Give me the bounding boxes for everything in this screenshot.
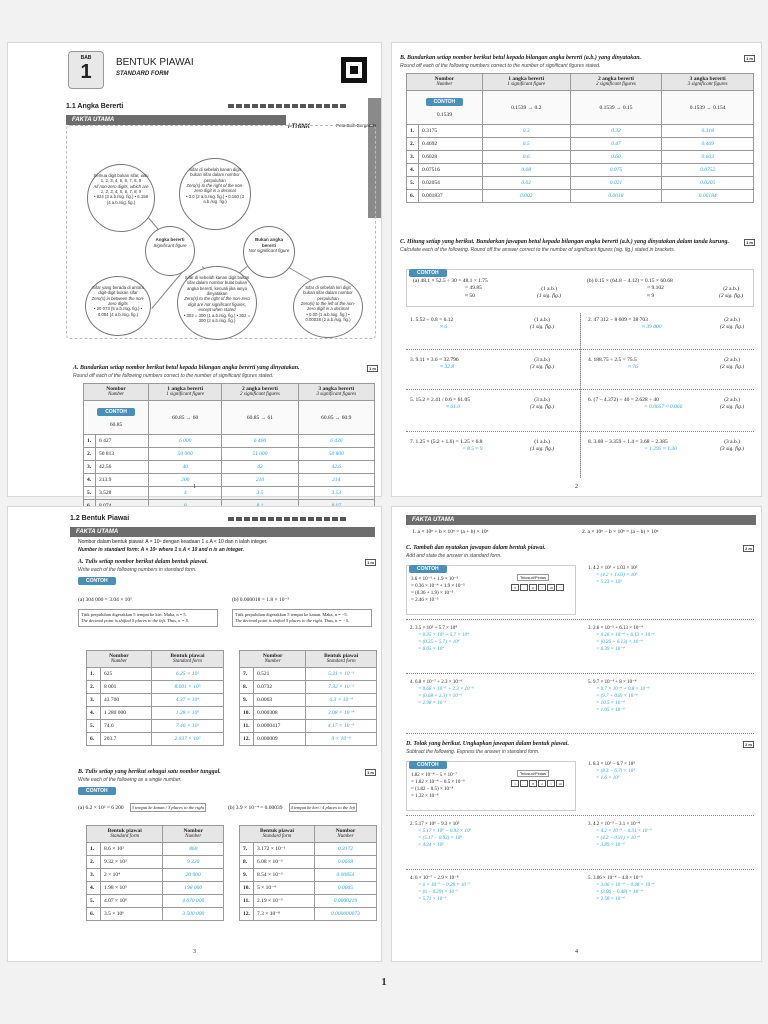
mark-badge: 1 m bbox=[367, 560, 374, 565]
question-a bbox=[73, 365, 378, 379]
question-a-english: Round off each of the following numbers correct to the number of significant figures stated. bbox=[73, 372, 274, 379]
page-2: 1 m B. Bundarkan setiap nombor berikut betul kepada bilangan angka bererti (a.b.) yang dinyatakan. Round off each of the following numbers correct to the number of significant figures stated. Nombor Number 1 angka bererti 1 significant figure 2 angka bererti 2 significant figures 3 angka bererti 3 significant figures CONTOH 0.1539 0.1539 → 0.2 0.1539 → 0.15 0.1539 → 0.154 1. 0.3175 0.3 0.32 0.318 2. 0.4692 0.5 0.47 0.469 3. 0.6028 0.6 0.60 0.603 4. 0.07516 0.08 0.075 0.0752 5. 0.02054 0.02 0.021 0.0205 6. 0.001837 0.002 0.0018 0.00184 1 m C. Hitung setiap yang berikut. Bundarkan jawapan betul kepada bilangan angka bererti (a.b.) yang dinyatakan dalam tanda kurung. Calculate each of the following. Round off the answer correct to the number of significant figures (sig. fig.) stated in brackets. CONTOH (a) 48.1 × 52.5 ÷ 30 = 48.1 × 1.75 = 49.85 ≈ 50 (1 a.b.) (1 sig. fig.) (b) 0.15 × (64.8 − 4.12) = 0.15 × 60.68 = 9.102 ≈ 9 (2 a.b.) (2 sig. fig.) 1. 5.52 ÷ 0.8 = 6.12 ≈ 6 (1 a.b.) (1 sig. fig.) 2. 47 312 − 8 609 = 38 703 ≈ 39 000 (2 a.b.) (2 sig. fig.) 3. 9.11 × 3.6 = 32.796 ≈ 32.8 (3 a.b.) (3 sig. fig.) 4. 188.75 ÷ 2.5 = 75.5 ≈ 76 (2 a.b.) (2 sig. fig.) 5. 15.2 × 2.41 / 0.6 = 61.05 ≈ 61.0 (3 a.b.) (3 sig. fig.) 6. (7 − 4.372) ÷ 40 = 2.628 ÷ 40 = 0.0657 ≈ 0.066 (2 a.b.) (2 sig. fig.) 7. 1.25 × (5.2 + 1.6) = 1.25 × 6.8 = 8.5 ≈ 9 (1 a.b.) (1 sig. fig.) 8. 3.68 − 3.359 ÷ 1.4 = 3.68 − 2.385 = 1.295 ≈ 1.30 (3 a.b.) (3 sig. fig.) 2 bbox=[391, 42, 762, 497]
section-title: 1.1 Angka Bererti bbox=[66, 103, 124, 110]
ithink-label: i-THINK bbox=[288, 124, 310, 130]
col-2sf: 2 angka bererti 2 significant figures bbox=[222, 384, 298, 401]
c-item-4: 4. 6.8 × 10⁻⁷ + 2.3 × 10⁻⁶ = 0.68 × 10⁻⁶ + 2.3 × 10⁻⁶ = (0.68 + 2.3) × 10⁻⁶ = 2.98 × 10⁻⁶ bbox=[410, 680, 475, 706]
definition: Nombor dalam bentuk piawai: A × 10ⁿ dengan keadaan 1 ≤ A < 10 dan n ialah integer. Number in standard form: A × 10ⁿ where 1 ≤ A < 10 and n is an integer. bbox=[78, 539, 268, 553]
table-row: 2. 50 813 50 000 51 000 50 800 bbox=[84, 448, 375, 461]
example-box-b: CONTOH (a) 6.2 × 10² = 6 200 3 tempat ke kanan / 3 places to the right (b) 3.9 × 10⁻⁴ = 0.00039 4 tempat ke kiri / 4 places to the left bbox=[78, 788, 356, 811]
bubble-top-right: Sifar di sebelah kanan digit bukan sifar dalam nombor perpuluhan Zero(s) to the right of the non-zero digit in a decimal • 3.0 (2 a.b./sig. fig.) • 0.160 (3 a.b./sig. fig.) bbox=[179, 158, 251, 230]
table-row: 12. 7.3 × 10⁻⁸ 0.000000073 bbox=[240, 908, 377, 921]
table-row: 1. 625 6.25 × 10² bbox=[87, 668, 224, 681]
page-number: 4 bbox=[575, 949, 578, 955]
bubble-top-left: Semua digit bukan sifar, iaitu 1, 2, 3, 4, 5, 6, 7, 8, 9 All non-zero digits, which are 1, 2, 3, 4, 5, 6, 7, 8, 9 • 824 (3 a.b./sig. fig.) • 6.158 (4 a.b./sig. fig.) bbox=[87, 164, 155, 232]
col-3sf: 3 angka bererti 3 significant figures bbox=[298, 384, 374, 401]
table-row: 11. 0.0000417 4.17 × 10⁻⁵ bbox=[240, 720, 377, 733]
mark-badge: 2 m bbox=[745, 742, 752, 747]
c-item-7: 7. 1.25 × (5.2 + 1.6) = 1.25 × 6.8 = 8.5 ≈ 9 bbox=[410, 439, 483, 453]
bubble-bottom-left: Sifar yang berada di antara digit-digit bukan sifar Zero(s) in between the non-zero digits • 20 073 (5 a.b./sig. fig.) • 0.084 (4 a.b./sig. fig.) bbox=[85, 276, 151, 336]
question-d: 2 m D. Tolak yang berikut. Ungkapkan jawapan dalam bentuk piawai. Subtract the following. Express the answer in standard form. bbox=[406, 741, 752, 755]
table-row: 1. 0.3175 0.3 0.32 0.318 bbox=[407, 125, 754, 138]
table-row: 4. 0.07516 0.08 0.075 0.0752 bbox=[407, 164, 754, 177]
table-row: 6. 0.001837 0.002 0.0018 0.00184 bbox=[407, 190, 754, 203]
page-number: 2 bbox=[575, 484, 578, 490]
page-3 bbox=[7, 506, 382, 962]
question-b-text: B. Bundarkan setiap nombor berikut betul kepada bilangan angka bererti (a.b.) yang dinyatakan. bbox=[400, 55, 642, 61]
c-item-6: 6. (7 − 4.372) ÷ 40 = 2.628 ÷ 40 = 0.0657 ≈ 0.066 bbox=[588, 397, 683, 411]
table-row: 9. 0.0063 6.3 × 10⁻³ bbox=[240, 694, 377, 707]
table-row: 3. 2 × 10⁴ 20 000 bbox=[87, 869, 224, 882]
example-b-sf: (2 a.b.) (2 sig. fig.) bbox=[719, 286, 744, 300]
calculator-keys-icon: 1 . 8 2 × 10 bbox=[511, 780, 564, 787]
table-a-left: Nombor Number Bentuk piawai Standard form 1. 625 6.25 × 10² 2. 8 001 8.001 × 10³ 3. 43 700 4.37 × 10⁴ 4. 1 280 000 1.28 × 10⁶ 5. 74.6 7.46 × 10¹ 6. 203.7 2.037 × 10² bbox=[86, 650, 224, 746]
c-item-2: 2. 47 312 − 8 609 = 38 703 ≈ 39 000 bbox=[588, 317, 662, 331]
table-row: 5. 74.6 7.46 × 10¹ bbox=[87, 720, 224, 733]
table-row: 6. 203.7 2.037 × 10² bbox=[87, 733, 224, 746]
col-1sf: 1 angka bererti 1 significant figure bbox=[149, 384, 222, 401]
contoh-badge: CONTOH bbox=[97, 408, 135, 416]
question-a-text: A. Bundarkan setiap nombor berikut betul kepada bilangan angka bererti yang dinyatakan. bbox=[73, 365, 300, 371]
ithink-sub: Peta Buih Berganda bbox=[336, 123, 377, 128]
example-box-c: CONTOH 3.6 × 10⁻⁵ + 1.9 × 10⁻⁵ = 0.36 × 10⁻⁴ + 1.9 × 10⁻⁵ = (0.36 + 1.9) × 10⁻⁵ = 2.46 × 10⁻⁵ Telusuri/Pintas 3 . 6 × 10 − bbox=[406, 565, 576, 615]
c-item-5: 5. 15.2 × 2.41 / 0.6 = 61.05 ≈ 61.0 bbox=[410, 397, 470, 411]
section-title: 1.2 Bentuk Piawai bbox=[70, 515, 130, 522]
table-row: 4. 1.98 × 10⁵ 198 000 bbox=[87, 882, 224, 895]
mark-badge: 1 m bbox=[367, 770, 374, 775]
section-rule bbox=[228, 104, 348, 108]
question-c bbox=[400, 239, 755, 253]
table-row: 5. 0.02054 0.02 0.021 0.0205 bbox=[407, 177, 754, 190]
d-item-4: 4. 6 × 10⁻⁷ − 2.9 × 10⁻⁸ = 6 × 10⁻⁷ − 0.29 × 10⁻⁷ = (6 − 0.29) × 10⁻⁷ = 5.71 × 10⁻⁷ bbox=[410, 876, 471, 902]
example-row: CONTOH 0.1539 0.1539 → 0.2 0.1539 → 0.15 0.1539 → 0.154 bbox=[407, 91, 754, 125]
qr-code-icon bbox=[341, 57, 367, 83]
c-item-5: 5. 9.7 × 10⁻⁴ + 8 × 10⁻⁴ = 9.7 × 10⁻⁴ + 0.8 × 10⁻⁴ = (9.7 + 0.8) × 10⁻⁴ = 10.5 × 10⁻⁴ = 1.05 × 10⁻³ bbox=[588, 680, 650, 713]
table-row: 2. 0.4692 0.5 0.47 0.469 bbox=[407, 138, 754, 151]
c-item-3: 3. 2.6 × 10⁻⁵ + 6.13 × 10⁻⁴ = 0.26 × 10⁻⁴ + 6.13 × 10⁻⁴ = (0.26 + 6.13) × 10⁻⁴ = 6.39 × 10⁻⁴ bbox=[588, 626, 655, 652]
table-row: 7. 0.521 5.21 × 10⁻¹ bbox=[240, 668, 377, 681]
table-row: 2. 8 001 8.001 × 10³ bbox=[87, 681, 224, 694]
example-row: CONTOH 60.85 60.85 → 60 60.85 → 61 60.85 → 60.9 bbox=[84, 401, 375, 435]
table-row: 4. 213.9 200 210 214 bbox=[84, 474, 375, 487]
question-b: 1 m B. Tulis setiap yang berikut sebagai satu nombor tunggal. Write each of the following as a single number. bbox=[78, 769, 374, 783]
contoh-badge: CONTOH bbox=[78, 577, 116, 585]
table-row: 3. 43 700 4.37 × 10⁴ bbox=[87, 694, 224, 707]
page-1 bbox=[7, 42, 382, 497]
bubble-bottom-middle: Sifar di sebelah kanan digit bukan sifar dalam nombor bulat bukan angka bererti, kecuali jika ianya dinyatakan Zero(s) to the right of the non-zero digit are not significant figures, except when stated • 302 = 300 (1 a.b./sig. fig.) • 302 = 300 (2 a.b./sig. fig.) bbox=[177, 266, 257, 340]
d-item-3: 3. 4.2 × 10⁻³ − 3.1 × 10⁻⁴ = 4.2 × 10⁻³ − 0.31 × 10⁻³ = (4.2 − 0.31) × 10⁻³ = 3.89 × 10⁻³ bbox=[588, 822, 652, 848]
question-c-english: Calculate each of the following. Round off the answer correct to the number of significant figures (sig. fig.) stated in brackets. bbox=[400, 246, 676, 253]
page-4 bbox=[391, 506, 762, 962]
c-item-1: 1. 4.2 × 10⁵ + 1.03 × 10⁵ = (4.2 + 1.03) × 10⁵ = 5.23 × 10⁵ bbox=[588, 566, 638, 585]
fakta-utama-bar: FAKTA UTAMA bbox=[66, 115, 286, 125]
c-item-3: 3. 9.11 × 3.6 = 32.796 ≈ 32.8 bbox=[410, 357, 459, 371]
example-b: (b) 0.15 × (64.8 − 4.12) = 0.15 × 60.68 = 9.102 ≈ 9 bbox=[587, 278, 673, 299]
table-row: 6. 3.5 × 10⁶ 3 500 000 bbox=[87, 908, 224, 921]
c-item-2: 2. 3.5 × 10⁵ + 5.7 × 10⁴ = 0.35 × 10⁵ + 5.7 × 10⁴ = (0.35 + 5.7) × 10⁴ = 6.05 × 10⁴ bbox=[410, 626, 469, 652]
section-rule bbox=[228, 517, 348, 521]
table-b: Nombor Number 1 angka bererti 1 significant figure 2 angka bererti 2 significant figures 3 angka bererti 3 significant figures CONTOH 0.1539 0.1539 → 0.2 0.1539 → 0.15 0.1539 → 0.154 1. 0.3175 0.3 0.32 0.318 2. 0.4692 0.5 0.47 0.469 3. 0.6028 0.6 0.60 0.603 4. 0.07516 0.08 0.075 0.0752 5. 0.02054 0.02 0.021 0.0205 6. 0.001837 0.002 0.0018 0.00184 bbox=[406, 73, 754, 203]
table-row: 3. 42.56 40 43 42.6 bbox=[84, 461, 375, 474]
table-row: 1. 6 427 6 000 6 400 6 430 bbox=[84, 435, 375, 448]
chapter-tab bbox=[68, 51, 104, 89]
contoh-badge: CONTOH bbox=[426, 98, 464, 106]
d-item-2: 2. 5.17 × 10⁶ − 9.3 × 10⁵ = 5.17 × 10⁶ − 0.93 × 10⁶ = (5.17 − 0.93) × 10⁶ = 4.24 × 10⁶ bbox=[410, 822, 472, 848]
table-row: 1. 8.6 × 10² 860 bbox=[87, 843, 224, 856]
example-a-sf: (1 a.b.) (1 sig. fig.) bbox=[537, 286, 562, 300]
bubble-significant: Angka bererti Significant figure bbox=[145, 226, 195, 276]
table-row: 5. 4.07 × 10⁶ 4 070 000 bbox=[87, 895, 224, 908]
chapter-label: BAB bbox=[80, 55, 92, 61]
table-a bbox=[83, 383, 375, 513]
chapter-subtitle: STANDARD FORM bbox=[116, 71, 169, 77]
mark-badge: 1 m bbox=[746, 56, 753, 61]
chapter-title: BENTUK PIAWAI bbox=[116, 57, 194, 68]
table-row: 7. 3.172 × 10⁻¹ 0.3172 bbox=[240, 843, 377, 856]
d-item-1: 1. 8.3 × 10⁵ − 6.7 × 10⁵ = (8.3 − 6.7) × 10⁵ = 1.6 × 10⁵ bbox=[588, 762, 635, 781]
question-a: 1 m A. Tulis setiap nombor berikut dalam bentuk piawai. Write each of the following numbers in standard form. bbox=[78, 559, 374, 573]
table-row: 4. 1 280 000 1.28 × 10⁶ bbox=[87, 707, 224, 720]
page-number: 1 bbox=[193, 484, 196, 490]
question-b bbox=[400, 55, 755, 69]
sheet-number: 1 bbox=[381, 976, 387, 988]
table-row: 3. 0.6028 0.6 0.60 0.603 bbox=[407, 151, 754, 164]
bubble-not-significant: Bukan angka bererti Not significant figure bbox=[243, 226, 295, 278]
page-number: 3 bbox=[193, 949, 196, 955]
example-box-a: CONTOH (a) 304 000 = 3.04 × 10⁵ Titik perpuluhan digerakkan 5 tempat ke kiri. Maka, n = 5. The decimal point is shifted 5 places to the left. Thus, n = 5. (b) 0.000018 = 1.8 × 10⁻⁵ Titik perpuluhan digerakkan 5 tempat ke kanan. Maka, n = −5. The decimal point is shifted 5 places to the right. Thus, n = −5. bbox=[78, 577, 376, 627]
table-row: 11. 2.19 × 10⁻⁵ 0.0000219 bbox=[240, 895, 377, 908]
calculator-keys-icon: 3 . 6 × 10 − bbox=[511, 584, 564, 591]
bubble-bottom-right: Sifar di sebelah kiri digit bukan sifar dalam nombor perpuluhan Zero(s) to the left of the non-zero digit in a decimal • 0.00 (1 a.b./sig. fig.) • 0.00038 (2 a.b./sig. fig.) bbox=[293, 276, 363, 338]
table-b-right: Bentuk piawai Standard form Nombor Number 7. 3.172 × 10⁻¹ 0.3172 8. 6.08 × 10⁻² 0.0608 9. 8.54 × 10⁻³ 0.00854 10. 5 × 10⁻⁴ 0.0005 11. 2.19 × 10⁻⁵ 0.0000219 12. 7.3 × 10⁻⁸ 0.000000073 bbox=[239, 825, 377, 921]
col-number: Nombor Number bbox=[84, 384, 149, 401]
calc-label: Telusuri/Pintas bbox=[517, 574, 549, 581]
example-box-c bbox=[406, 269, 754, 307]
table-b-left: Bentuk piawai Standard form Nombor Number 1. 8.6 × 10² 860 2. 9.32 × 10³ 9 320 3. 2 × 10⁴ 20 000 4. 1.98 × 10⁵ 198 000 5. 4.07 × 10⁶ 4 070 000 6. 3.5 × 10⁶ 3 500 000 bbox=[86, 825, 224, 921]
example-a: (a) 48.1 × 52.5 ÷ 30 = 48.1 × 1.75 = 49.85 ≈ 50 bbox=[413, 278, 488, 299]
contoh-badge: CONTOH bbox=[78, 787, 116, 795]
question-c-text: C. Hitung setiap yang berikut. Bundarkan jawapan betul kepada bilangan angka bererti (a.b.) yang dinyatakan dalam tanda kurung. bbox=[400, 239, 730, 245]
mark-badge: 2 m bbox=[745, 546, 752, 551]
contoh-badge: CONTOH bbox=[409, 269, 447, 277]
d-item-5: 5. 3.06 × 10⁻⁴ − 4.8 × 10⁻⁵ = 3.06 × 10⁻⁴ − 0.48 × 10⁻⁴ = (3.06 − 0.48) × 10⁻⁴ = 2.58 × 10⁻⁴ bbox=[588, 876, 655, 902]
table-row: 10. 0.000308 3.08 × 10⁻⁴ bbox=[240, 707, 377, 720]
c-item-8: 8. 3.68 − 3.359 ÷ 1.4 = 3.68 − 2.385 = 1.295 ≈ 1.30 bbox=[588, 439, 677, 453]
column-divider bbox=[580, 313, 581, 478]
chapter-number: 1 bbox=[80, 61, 92, 83]
c-item-4: 4. 188.75 ÷ 2.5 = 75.5 ≈ 76 bbox=[588, 357, 638, 371]
calc-label: Telusuri/Pintas bbox=[517, 770, 549, 777]
double-bubble-map bbox=[66, 125, 376, 339]
fakta-utama-bar: FAKTA UTAMA bbox=[406, 515, 756, 525]
mark-badge: 1 m bbox=[746, 240, 753, 245]
table-a-right: Nombor Number Bentuk piawai Standard form 7. 0.521 5.21 × 10⁻¹ 8. 0.0732 7.32 × 10⁻² 9. 0.0063 6.3 × 10⁻³ 10. 0.000308 3.08 × 10⁻⁴ 11. 0.0000417 4.17 × 10⁻⁵ 12. 0.000009 9 × 10⁻⁶ bbox=[239, 650, 377, 746]
example-box-d: CONTOH 1.82 × 10⁻⁴ − 5 × 10⁻⁷ = 1.82 × 10⁻⁴ − 0.5 × 10⁻⁶ = (1.82 − 0.5) × 10⁻⁴ = 1.32 × 10⁻⁴ Telusuri/Pintas 1 . 8 2 × 10 bbox=[406, 761, 576, 811]
table-row: 2. 9.32 × 10³ 9 320 bbox=[87, 856, 224, 869]
mark-badge: 1 m bbox=[369, 366, 376, 371]
question-b-english: Round off each of the following numbers correct to the number of significant figures stated. bbox=[400, 62, 601, 69]
table-row: 5. 3.528 4 3.5 3.53 bbox=[84, 487, 375, 500]
question-c: 2 m C. Tambah dan nyatakan jawapan dalam bentuk piawai. Add and state the answer in standard form. bbox=[406, 545, 752, 559]
c-item-1: 1. 5.52 ÷ 0.8 = 6.12 ≈ 6 bbox=[410, 317, 454, 331]
table-row: 8. 6.08 × 10⁻² 0.0608 bbox=[240, 856, 377, 869]
table-row: 10. 5 × 10⁻⁴ 0.0005 bbox=[240, 882, 377, 895]
laws: 1. a × 10ⁿ + b × 10ⁿ = (a + b) × 10ⁿ 2. a × 10ⁿ − b × 10ⁿ = (a − b) × 10ⁿ bbox=[412, 529, 659, 535]
table-row: 8. 0.0732 7.32 × 10⁻² bbox=[240, 681, 377, 694]
fakta-utama-bar: FAKTA UTAMA bbox=[70, 527, 375, 537]
table-row: 9. 8.54 × 10⁻³ 0.00854 bbox=[240, 869, 377, 882]
table-row: 12. 0.000009 9 × 10⁻⁶ bbox=[240, 733, 377, 746]
